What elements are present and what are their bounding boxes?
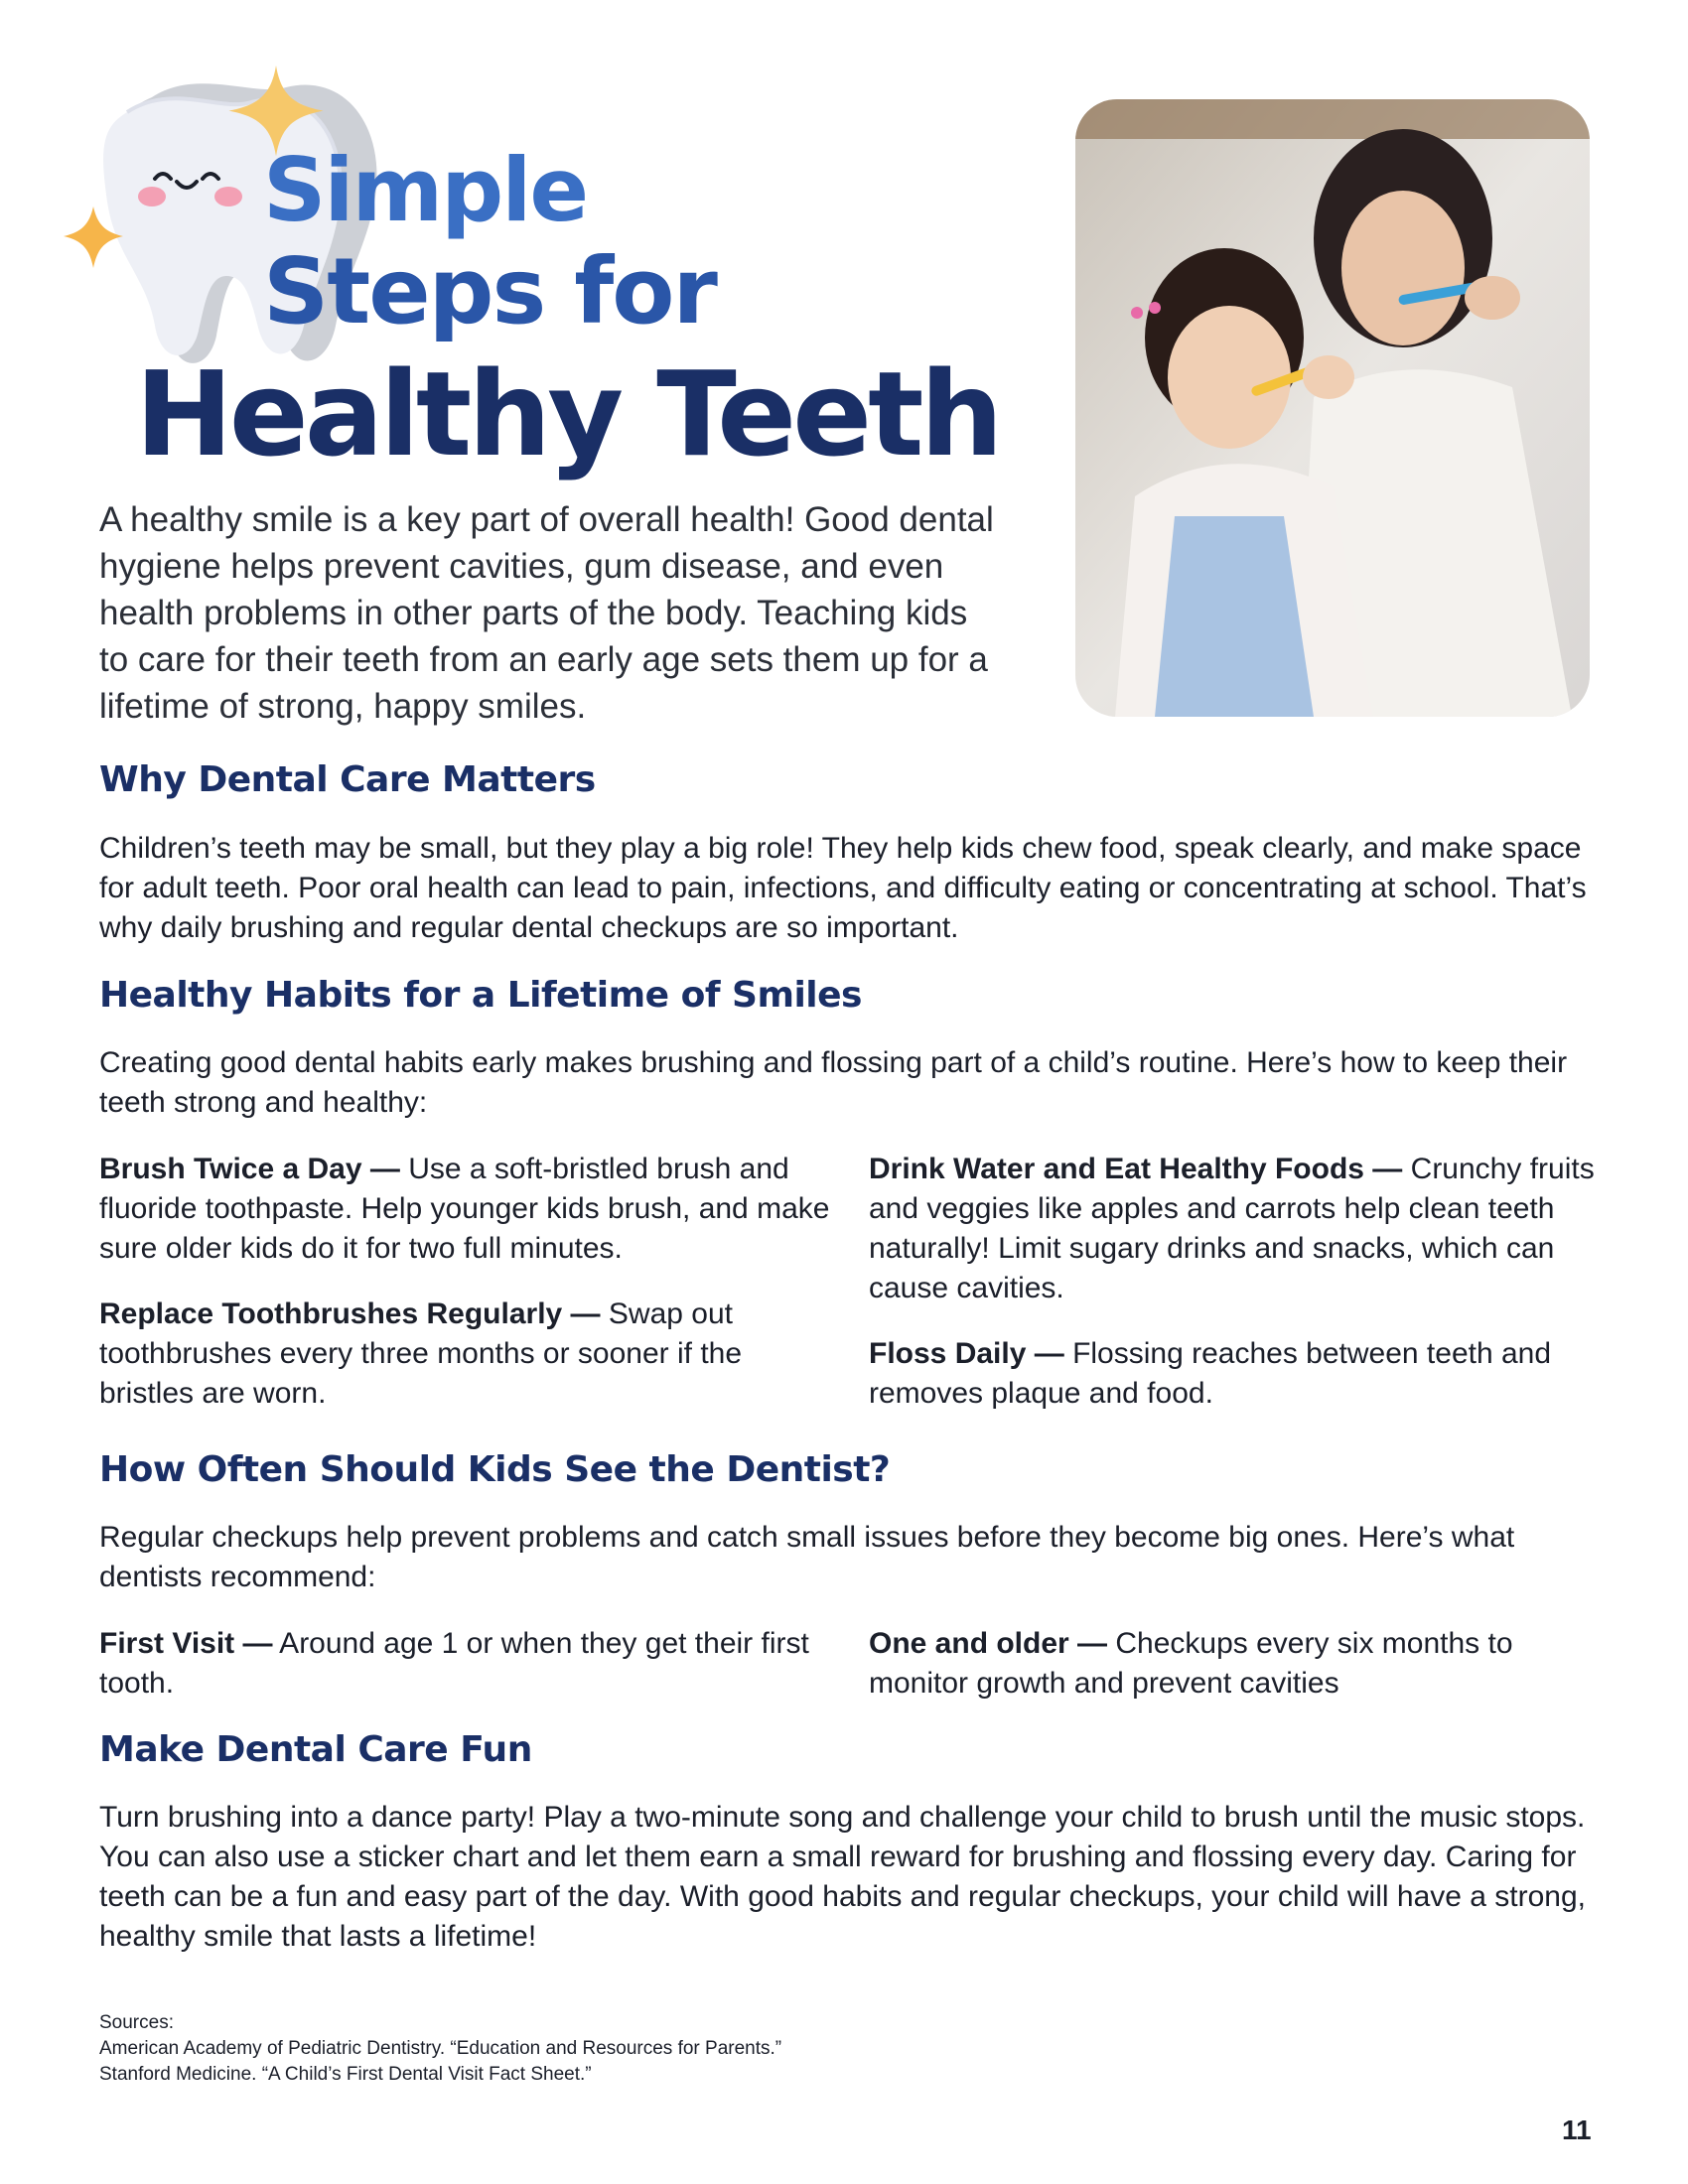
source-item: Stanford Medicine. “A Child’s First Dental Visit Fact Sheet.” xyxy=(99,2064,592,2085)
page-number: 11 xyxy=(1562,2115,1592,2145)
heading-make-care-fun: Make Dental Care Fun xyxy=(99,1729,532,1770)
habit-item-floss xyxy=(869,1334,1604,1414)
why-paragraph: Children’s teeth may be small, but they play a big role! They help kids chew food, speak clearly, and make space for adult teeth. Poor oral health can lead to pain, infections, and difficulty eating or concentrating at school. That’s why daily brushing and regular dental checkups are so important. xyxy=(99,832,1587,944)
habit-item-brush xyxy=(99,1150,834,1269)
habit-title: Brush Twice a Day — xyxy=(99,1153,400,1185)
family-brushing-photo xyxy=(1075,99,1590,717)
visit-text: Around age 1 or when they get their first tooth. xyxy=(99,1627,809,1700)
heading-why-dental-care: Why Dental Care Matters xyxy=(99,759,596,800)
visit-item-older xyxy=(869,1624,1604,1704)
habit-item-replace xyxy=(99,1295,834,1414)
habit-text: Flossing reaches between teeth and removes plaque and food. xyxy=(869,1337,1552,1410)
habit-title: Replace Toothbrushes Regularly — xyxy=(99,1297,601,1330)
heading-dentist-visits: How Often Should Kids See the Dentist? xyxy=(99,1449,891,1490)
title-line-1: Simple xyxy=(263,139,588,241)
heading-healthy-habits: Healthy Habits for a Lifetime of Smiles xyxy=(99,975,862,1016)
visit-item-first xyxy=(99,1624,834,1704)
habit-text: Crunchy fruits and veggies like apples and carrots help clean teeth naturally! Limit sugary drinks and snacks, which can cause cavities. xyxy=(869,1153,1595,1304)
habit-title: Drink Water and Eat Healthy Foods — xyxy=(869,1153,1403,1185)
sources xyxy=(99,2010,781,2088)
fun-paragraph: Turn brushing into a dance party! Play a two-minute song and challenge your child to brush until the music stops. You can also use a sticker chart and let them earn a small reward for brushing and flossing every day. Caring for teeth can be a fun and easy part of the day. With good habits and regular checkups, your child will have a strong, healthy smile that lasts a lifetime! xyxy=(99,1801,1587,1953)
sources-label: Sources: xyxy=(99,2012,174,2033)
title-line-2: Steps for xyxy=(263,238,716,344)
habit-text: Swap out toothbrushes every three months or sooner if the bristles are worn. xyxy=(99,1297,743,1410)
title-line-3: Healthy Teeth xyxy=(135,345,1000,482)
visit-title: One and older — xyxy=(869,1627,1108,1660)
habit-title: Floss Daily — xyxy=(869,1337,1064,1370)
dentist-paragraph: Regular checkups help prevent problems and catch small issues before they become big ones. Here’s what dentists recommend: xyxy=(99,1521,1515,1593)
source-item: American Academy of Pediatric Dentistry. “Education and Resources for Parents.” xyxy=(99,2038,782,2059)
intro-paragraph: A healthy smile is a key part of overall health! Good dental hygiene helps prevent cavities, gum disease, and even health problems in other parts of the body. Teaching kids to care for their teeth from an early age sets them up for a lifetime of strong, happy smiles. xyxy=(99,500,994,726)
visit-title: First Visit — xyxy=(99,1627,273,1660)
visit-text: Checkups every six months to monitor growth and prevent cavities xyxy=(869,1627,1513,1700)
habit-text: Use a soft-bristled brush and fluoride toothpaste. Help younger kids brush, and make sure older kids do it for two full minutes. xyxy=(99,1153,830,1265)
habit-item-water xyxy=(869,1150,1604,1308)
habits-paragraph: Creating good dental habits early makes brushing and flossing part of a child’s routine. Here’s how to keep their teeth strong and healthy: xyxy=(99,1046,1568,1119)
